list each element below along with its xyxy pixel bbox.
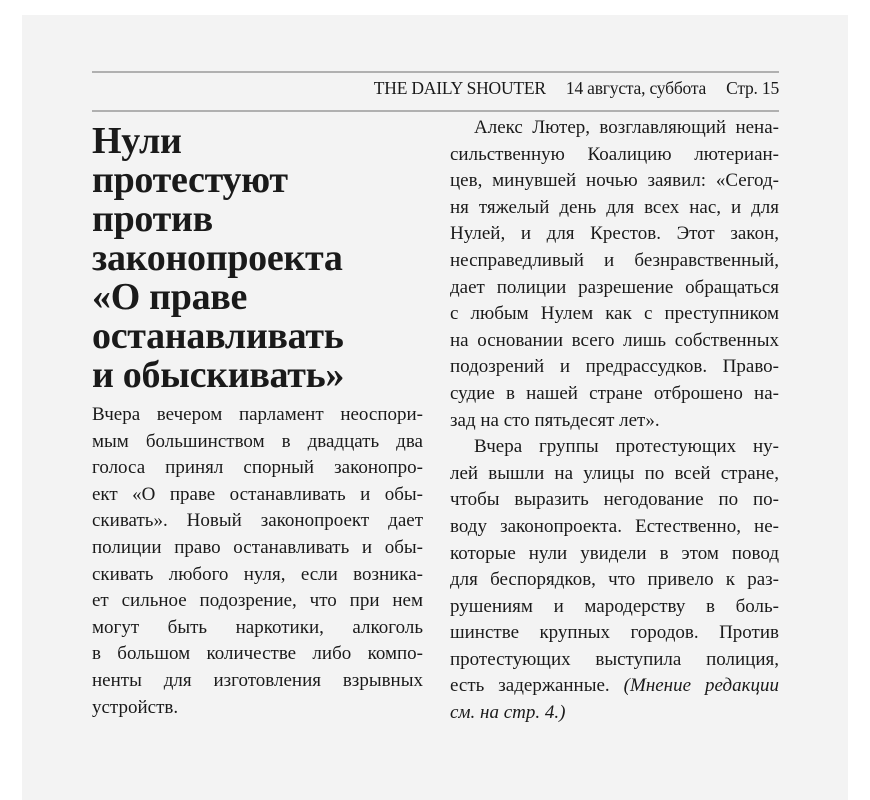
- article-line: Алекс Лютер, возглавляющий нена-: [474, 117, 779, 138]
- page-number: Стр. 15: [726, 78, 779, 98]
- article-line: рушениям и мародерству в боль-: [450, 595, 779, 617]
- article-line: судие в нашей стране отброшено на-: [450, 382, 779, 404]
- article-line: Нулей, и для Крестов. Этот закон,: [450, 223, 779, 245]
- article-line: ет сильное подозрение, что при нем: [92, 590, 423, 612]
- article-line: дает полиции разрешение обращаться: [450, 276, 779, 298]
- article-line: которые нули увидели в этом повод: [450, 542, 779, 564]
- header-bottom-rule: [92, 110, 779, 112]
- article-line: цев, минувшей ночью заявил: «Сегод-: [450, 170, 779, 192]
- headline-line: протестуют: [92, 159, 288, 201]
- article-line: несправедливый и безнравственный,: [450, 249, 779, 271]
- issue-date: 14 августа, суббота: [565, 78, 707, 98]
- article-line: [450, 673, 779, 700]
- paragraph: [450, 434, 779, 673]
- page-header: [374, 78, 779, 99]
- article-line: для беспорядков, что привело к раз-: [450, 569, 779, 591]
- article-line: могут быть наркотики, алкоголь: [92, 616, 423, 638]
- article-line: полиции право останавливать и обы-: [92, 536, 423, 558]
- article-line: подозрений и предрассудков. Право-: [450, 356, 779, 378]
- article-headline: [92, 122, 432, 395]
- headline-line: и обыскивать»: [92, 354, 345, 396]
- article-line: в большом количестве либо компо-: [92, 643, 423, 665]
- headline-line: Нули: [92, 120, 182, 162]
- line-text: есть задержанные.: [450, 675, 610, 697]
- article-line: на основании всего лишь собственных: [450, 329, 779, 351]
- article-line: с любым Нулем как с преступником: [450, 303, 779, 325]
- publication-name: THE DAILY SHOUTER: [373, 78, 546, 98]
- headline-line: против: [92, 198, 213, 240]
- article-line: мым большинством в двадцать два: [92, 430, 423, 452]
- article-column-left: [92, 402, 423, 721]
- article-line: шинстве крупных городов. Против: [450, 622, 779, 644]
- article-line: скивать любого нуля, если возника-: [92, 563, 423, 585]
- article-line: ненты для изготовления взрывных: [92, 669, 423, 691]
- article-line: зад на сто пятьдесят лет».: [450, 409, 660, 431]
- article-line: сильственную Коалицию лютериан-: [450, 143, 779, 165]
- headline-line: останавливать: [92, 315, 344, 357]
- article-line: протестующих выступила полиция,: [450, 648, 779, 670]
- article-line: Вчера вечером парламент неоспори-: [92, 404, 423, 425]
- article-line: Вчера группы протестующих ну-: [474, 436, 779, 458]
- paragraph: [450, 115, 779, 434]
- header-top-rule: [92, 71, 779, 73]
- headline-line: законопроекта: [92, 237, 343, 279]
- headline-line: «О праве: [92, 276, 248, 318]
- article-line: ня тяжелый день для всех нас, и для: [450, 196, 779, 218]
- article-line: скивать». Новый законопроект дает: [92, 510, 423, 532]
- editorial-note: (Мнение редакции: [623, 675, 779, 697]
- article-line: голоса принял спорный законопро-: [92, 457, 423, 479]
- article-line: ект «О праве останавливать и обы-: [92, 483, 423, 505]
- editorial-note: см. на стр. 4.): [450, 702, 566, 724]
- article-column-right: [450, 115, 779, 727]
- article-line: воду законопроекта. Естественно, не-: [450, 515, 779, 537]
- newspaper-page: [22, 15, 848, 800]
- article-line: лей вышли на улицы по всей стране,: [450, 462, 779, 484]
- article-line: устройств.: [92, 696, 179, 718]
- article-line: чтобы выразить негодование по по-: [450, 489, 779, 511]
